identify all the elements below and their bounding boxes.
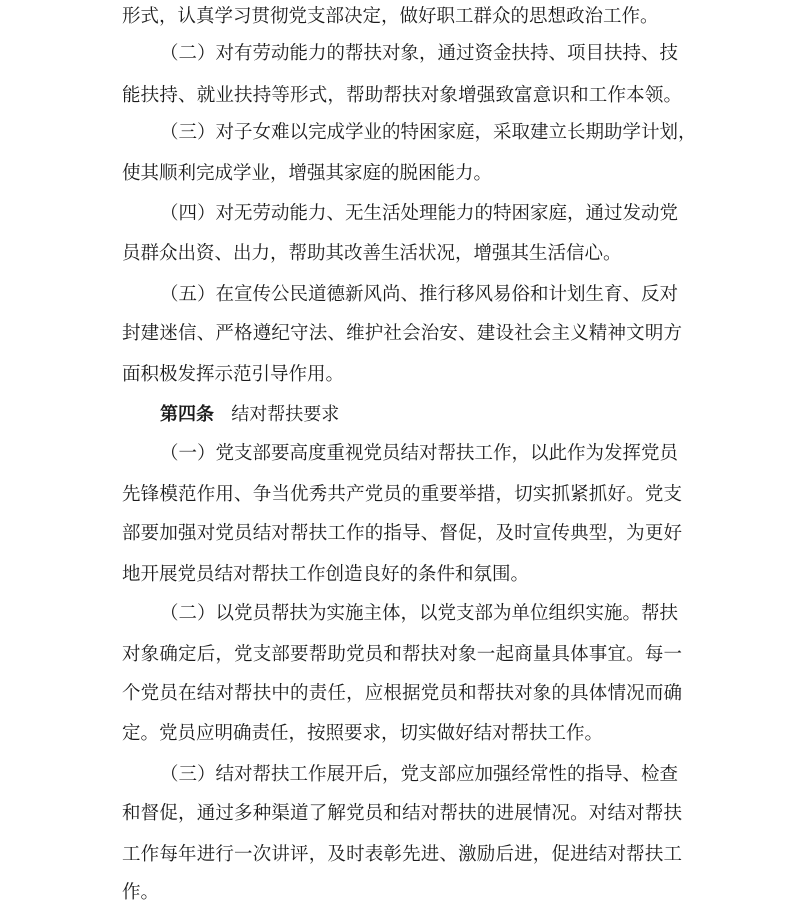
paragraph-line: （一）党支部要高度重视党员结对帮扶工作，以此作为发挥党员 [160,443,679,464]
paragraph-line: 使其顺利完成学业，增强其家庭的脱困能力。 [122,163,493,184]
paragraph-line: 和督促，通过多种渠道了解党员和结对帮扶的进展情况。对结对帮扶 [122,803,682,824]
paragraph-line: 个党员在结对帮扶中的责任，应根据党员和帮扶对象的具体情况而确 [122,683,682,704]
paragraph-line: （三）结对帮扶工作展开后，党支部应加强经常性的指导、检查 [160,764,679,785]
paragraph-line: （五）在宣传公民道德新风尚、推行移风易俗和计划生育、反对 [160,284,679,305]
paragraph-line: 员群众出资、出力，帮助其改善生活状况，增强其生活信心。 [122,243,622,264]
paragraph-line: （三）对子女难以完成学业的特困家庭，采取建立长期助学计划， [160,122,697,143]
paragraph-line: 作。 [122,882,160,903]
paragraph-line: 工作每年进行一次讲评，及时表彰先进、激励后进，促进结对帮扶工 [122,844,682,865]
paragraph-line: 定。党员应明确责任，按照要求，切实做好结对帮扶工作。 [122,723,604,744]
paragraph-line: 形式，认真学习贯彻党支部决定，做好职工群众的思想政治工作。 [122,6,659,27]
paragraph-line: 对象确定后，党支部要帮助党员和帮扶对象一起商量具体事宜。每一 [122,644,682,665]
section-heading [160,403,720,427]
paragraph-line: 能扶持、就业扶持等形式，帮助帮扶对象增强致富意识和工作本领。 [122,85,682,106]
section-heading-label: 第四条 [160,404,214,425]
paragraph-line: （四）对无劳动能力、无生活处理能力的特困家庭，通过发动党 [160,203,679,224]
section-heading-title: 结对帮扶要求 [231,404,340,425]
paragraph-line: 封建迷信、严格遵纪守法、维护社会治安、建设社会主义精神文明方 [122,323,682,344]
paragraph-line: 地开展党员结对帮扶工作创造良好的条件和氛围。 [122,564,530,585]
paragraph-line: 面积极发挥示范引导作用。 [122,364,345,385]
paragraph-line: 先锋模范作用、争当优秀共产党员的重要举措，切实抓紧抓好。党支 [122,484,682,505]
paragraph-line: （二）以党员帮扶为实施主体，以党支部为单位组织实施。帮扶 [160,603,679,624]
paragraph-line: 部要加强对党员结对帮扶工作的指导、督促，及时宣传典型，为更好 [122,523,682,544]
paragraph-line: （二）对有劳动能力的帮扶对象，通过资金扶持、项目扶持、技 [160,43,679,64]
section-heading-spacer [220,404,226,425]
